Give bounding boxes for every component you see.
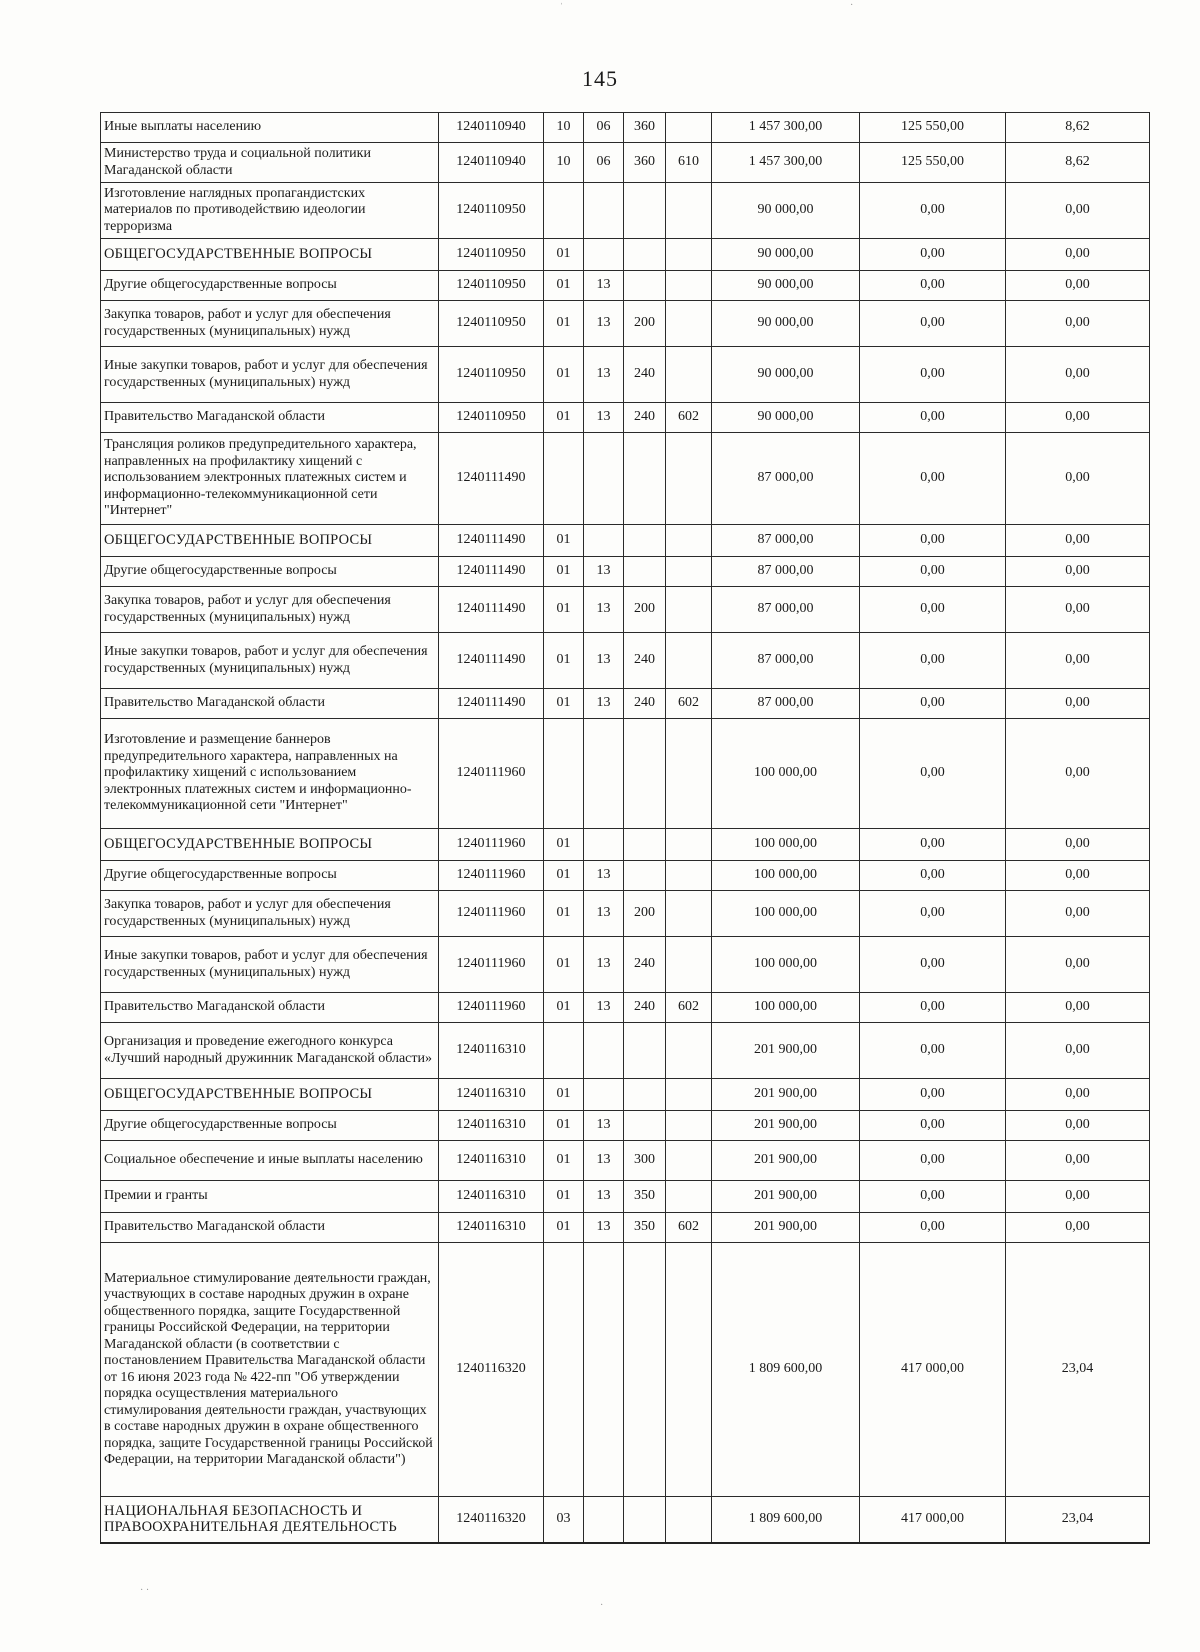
row-name: Другие общегосударственные вопросы xyxy=(101,557,439,587)
administrator-code xyxy=(666,937,712,993)
administrator-code xyxy=(666,1243,712,1497)
row-name: ОБЩЕГОСУДАРСТВЕННЫЕ ВОПРОСЫ xyxy=(101,239,439,271)
table-row xyxy=(101,937,1150,993)
target-article-code: 1240111960 xyxy=(439,937,544,993)
target-article-code: 1240110950 xyxy=(439,271,544,301)
execution-percent: 0,00 xyxy=(1006,239,1150,271)
target-article-code: 1240116320 xyxy=(439,1243,544,1497)
row-name: НАЦИОНАЛЬНАЯ БЕЗОПАСНОСТЬ И ПРАВООХРАНИТЕЛЬНАЯ ДЕЯТЕЛЬНОСТЬ xyxy=(101,1497,439,1543)
row-name: Иные выплаты населению xyxy=(101,113,439,143)
expense-type-code xyxy=(624,1497,666,1543)
executed-amount: 417 000,00 xyxy=(860,1497,1006,1543)
target-article-code: 1240111960 xyxy=(439,891,544,937)
executed-amount: 0,00 xyxy=(860,829,1006,861)
expense-type-code: 200 xyxy=(624,587,666,633)
planned-amount: 1 457 300,00 xyxy=(712,113,860,143)
subsection-code xyxy=(584,719,624,829)
subsection-code: 13 xyxy=(584,633,624,689)
table-row xyxy=(101,587,1150,633)
executed-amount: 0,00 xyxy=(860,1079,1006,1111)
target-article-code: 1240111960 xyxy=(439,829,544,861)
target-article-code: 1240110950 xyxy=(439,239,544,271)
subsection-code xyxy=(584,1023,624,1079)
expense-type-code xyxy=(624,719,666,829)
executed-amount: 0,00 xyxy=(860,891,1006,937)
row-name: ОБЩЕГОСУДАРСТВЕННЫЕ ВОПРОСЫ xyxy=(101,1079,439,1111)
subsection-code xyxy=(584,1079,624,1111)
planned-amount: 90 000,00 xyxy=(712,347,860,403)
administrator-code: 610 xyxy=(666,143,712,183)
table-row xyxy=(101,829,1150,861)
table-row xyxy=(101,1213,1150,1243)
execution-percent: 0,00 xyxy=(1006,347,1150,403)
section-code: 01 xyxy=(544,557,584,587)
administrator-code xyxy=(666,301,712,347)
planned-amount: 201 900,00 xyxy=(712,1213,860,1243)
planned-amount: 87 000,00 xyxy=(712,433,860,525)
expense-type-code xyxy=(624,433,666,525)
planned-amount: 201 900,00 xyxy=(712,1023,860,1079)
executed-amount: 125 550,00 xyxy=(860,143,1006,183)
administrator-code: 602 xyxy=(666,1213,712,1243)
section-code: 01 xyxy=(544,1181,584,1213)
scan-artifact: · xyxy=(850,0,854,11)
target-article-code: 1240111490 xyxy=(439,633,544,689)
row-name: ОБЩЕГОСУДАРСТВЕННЫЕ ВОПРОСЫ xyxy=(101,525,439,557)
table-row xyxy=(101,113,1150,143)
administrator-code: 602 xyxy=(666,403,712,433)
expense-type-code: 240 xyxy=(624,993,666,1023)
table-row xyxy=(101,183,1150,239)
administrator-code xyxy=(666,557,712,587)
row-name: Другие общегосударственные вопросы xyxy=(101,271,439,301)
table-row xyxy=(101,143,1150,183)
table-row xyxy=(101,633,1150,689)
table-row xyxy=(101,433,1150,525)
administrator-code xyxy=(666,347,712,403)
row-name: Другие общегосударственные вопросы xyxy=(101,861,439,891)
subsection-code: 13 xyxy=(584,271,624,301)
subsection-code: 13 xyxy=(584,891,624,937)
subsection-code xyxy=(584,239,624,271)
table-row xyxy=(101,347,1150,403)
target-article-code: 1240111960 xyxy=(439,719,544,829)
target-article-code: 1240110950 xyxy=(439,183,544,239)
scan-artifact: · xyxy=(600,1600,604,1611)
administrator-code xyxy=(666,719,712,829)
executed-amount: 125 550,00 xyxy=(860,113,1006,143)
table-row xyxy=(101,557,1150,587)
execution-percent: 0,00 xyxy=(1006,719,1150,829)
section-code: 01 xyxy=(544,301,584,347)
section-code xyxy=(544,183,584,239)
subsection-code: 13 xyxy=(584,1181,624,1213)
planned-amount: 100 000,00 xyxy=(712,719,860,829)
administrator-code xyxy=(666,891,712,937)
executed-amount: 0,00 xyxy=(860,271,1006,301)
target-article-code: 1240110940 xyxy=(439,143,544,183)
planned-amount: 1 809 600,00 xyxy=(712,1243,860,1497)
planned-amount: 100 000,00 xyxy=(712,937,860,993)
target-article-code: 1240116310 xyxy=(439,1141,544,1181)
section-code: 01 xyxy=(544,271,584,301)
table-row xyxy=(101,1111,1150,1141)
planned-amount: 87 000,00 xyxy=(712,689,860,719)
section-code xyxy=(544,719,584,829)
section-code: 01 xyxy=(544,891,584,937)
table-row xyxy=(101,993,1150,1023)
execution-percent: 0,00 xyxy=(1006,557,1150,587)
planned-amount: 90 000,00 xyxy=(712,271,860,301)
administrator-code xyxy=(666,1111,712,1141)
expense-type-code: 360 xyxy=(624,143,666,183)
section-code xyxy=(544,1023,584,1079)
expense-type-code: 240 xyxy=(624,347,666,403)
section-code: 03 xyxy=(544,1497,584,1543)
section-code: 01 xyxy=(544,633,584,689)
executed-amount: 0,00 xyxy=(860,937,1006,993)
administrator-code xyxy=(666,183,712,239)
execution-percent: 0,00 xyxy=(1006,1079,1150,1111)
table-row xyxy=(101,271,1150,301)
expense-type-code: 200 xyxy=(624,301,666,347)
row-name: Закупка товаров, работ и услуг для обеспечения государственных (муниципальных) нужд xyxy=(101,891,439,937)
section-code: 01 xyxy=(544,347,584,403)
executed-amount: 417 000,00 xyxy=(860,1243,1006,1497)
expense-type-code xyxy=(624,1079,666,1111)
administrator-code xyxy=(666,1141,712,1181)
executed-amount: 0,00 xyxy=(860,633,1006,689)
section-code: 01 xyxy=(544,525,584,557)
subsection-code xyxy=(584,1243,624,1497)
planned-amount: 87 000,00 xyxy=(712,633,860,689)
executed-amount: 0,00 xyxy=(860,1213,1006,1243)
table-row xyxy=(101,689,1150,719)
execution-percent: 0,00 xyxy=(1006,271,1150,301)
administrator-code xyxy=(666,633,712,689)
row-name: Трансляция роликов предупредительного характера, направленных на профилактику хищений с использованием электронных платежных систем и информационно-телекоммуникационной сети "Интернет" xyxy=(101,433,439,525)
planned-amount: 100 000,00 xyxy=(712,891,860,937)
execution-percent: 0,00 xyxy=(1006,829,1150,861)
section-code: 01 xyxy=(544,829,584,861)
expense-type-code xyxy=(624,861,666,891)
table-row xyxy=(101,1079,1150,1111)
section-code: 01 xyxy=(544,1079,584,1111)
expense-type-code: 200 xyxy=(624,891,666,937)
executed-amount: 0,00 xyxy=(860,689,1006,719)
execution-percent: 23,04 xyxy=(1006,1243,1150,1497)
target-article-code: 1240110940 xyxy=(439,113,544,143)
execution-percent: 0,00 xyxy=(1006,993,1150,1023)
administrator-code xyxy=(666,1497,712,1543)
table-row xyxy=(101,403,1150,433)
executed-amount: 0,00 xyxy=(860,239,1006,271)
execution-percent: 0,00 xyxy=(1006,633,1150,689)
planned-amount: 1 809 600,00 xyxy=(712,1497,860,1543)
administrator-code xyxy=(666,1023,712,1079)
executed-amount: 0,00 xyxy=(860,719,1006,829)
administrator-code xyxy=(666,1079,712,1111)
subsection-code xyxy=(584,183,624,239)
section-code: 01 xyxy=(544,689,584,719)
subsection-code: 13 xyxy=(584,557,624,587)
row-name: Правительство Магаданской области xyxy=(101,689,439,719)
section-code xyxy=(544,1243,584,1497)
table-row xyxy=(101,891,1150,937)
target-article-code: 1240116310 xyxy=(439,1111,544,1141)
expense-type-code: 240 xyxy=(624,689,666,719)
row-name: Материальное стимулирование деятельности граждан, участвующих в составе народных дружин в охране общественного порядка, защите Государственной границы Российской Федерации, на территории Магаданской области (в соответствии с постановлением Правительства Магаданской области от 16 июня 2023 года № 422-пп "Об утверждении порядка осуществления материального стимулирования деятельности граждан, участвующих в составе народных дружин в охране общественного порядка, защите Государственной границы Российской Федерации, на территории Магаданской области") xyxy=(101,1243,439,1497)
administrator-code xyxy=(666,525,712,557)
execution-percent: 0,00 xyxy=(1006,1111,1150,1141)
execution-percent: 0,00 xyxy=(1006,587,1150,633)
executed-amount: 0,00 xyxy=(860,347,1006,403)
administrator-code xyxy=(666,1181,712,1213)
subsection-code: 06 xyxy=(584,143,624,183)
execution-percent: 0,00 xyxy=(1006,433,1150,525)
expense-type-code xyxy=(624,829,666,861)
planned-amount: 201 900,00 xyxy=(712,1079,860,1111)
section-code: 01 xyxy=(544,1141,584,1181)
execution-percent: 0,00 xyxy=(1006,861,1150,891)
subsection-code: 13 xyxy=(584,861,624,891)
scan-artifact: · · xyxy=(140,1585,150,1596)
row-name: Правительство Магаданской области xyxy=(101,993,439,1023)
row-name: Иные закупки товаров, работ и услуг для обеспечения государственных (муниципальных) нужд xyxy=(101,937,439,993)
execution-percent: 23,04 xyxy=(1006,1497,1150,1543)
scan-artifact: ˈ xyxy=(560,2,564,13)
planned-amount: 100 000,00 xyxy=(712,993,860,1023)
table-row xyxy=(101,1497,1150,1543)
target-article-code: 1240116320 xyxy=(439,1497,544,1543)
table-row xyxy=(101,719,1150,829)
target-article-code: 1240116310 xyxy=(439,1023,544,1079)
table-row xyxy=(101,1023,1150,1079)
execution-percent: 0,00 xyxy=(1006,1213,1150,1243)
section-code: 01 xyxy=(544,861,584,891)
expense-type-code xyxy=(624,183,666,239)
administrator-code xyxy=(666,587,712,633)
planned-amount: 100 000,00 xyxy=(712,861,860,891)
planned-amount: 90 000,00 xyxy=(712,301,860,347)
administrator-code xyxy=(666,829,712,861)
target-article-code: 1240111960 xyxy=(439,993,544,1023)
execution-percent: 8,62 xyxy=(1006,143,1150,183)
planned-amount: 90 000,00 xyxy=(712,403,860,433)
planned-amount: 90 000,00 xyxy=(712,183,860,239)
row-name: Изготовление наглядных пропагандистских материалов по противодействию идеологии терроризма xyxy=(101,183,439,239)
executed-amount: 0,00 xyxy=(860,1181,1006,1213)
row-name: ОБЩЕГОСУДАРСТВЕННЫЕ ВОПРОСЫ xyxy=(101,829,439,861)
table-row xyxy=(101,1181,1150,1213)
execution-percent: 0,00 xyxy=(1006,891,1150,937)
executed-amount: 0,00 xyxy=(860,993,1006,1023)
target-article-code: 1240111490 xyxy=(439,689,544,719)
planned-amount: 201 900,00 xyxy=(712,1141,860,1181)
section-code: 01 xyxy=(544,403,584,433)
subsection-code: 13 xyxy=(584,587,624,633)
row-name: Организация и проведение ежегодного конкурса «Лучший народный дружинник Магаданской области» xyxy=(101,1023,439,1079)
row-name: Министерство труда и социальной политики Магаданской области xyxy=(101,143,439,183)
execution-percent: 0,00 xyxy=(1006,525,1150,557)
row-name: Изготовление и размещение баннеров предупредительного характера, направленных на профилактику хищений с использованием электронных платежных систем и информационно-телекоммуникационной сети "Интернет" xyxy=(101,719,439,829)
subsection-code xyxy=(584,433,624,525)
page-number: 145 xyxy=(582,66,618,91)
target-article-code: 1240111960 xyxy=(439,861,544,891)
expense-type-code xyxy=(624,239,666,271)
executed-amount: 0,00 xyxy=(860,301,1006,347)
row-name: Закупка товаров, работ и услуг для обеспечения государственных (муниципальных) нужд xyxy=(101,587,439,633)
expense-type-code: 300 xyxy=(624,1141,666,1181)
execution-percent: 0,00 xyxy=(1006,403,1150,433)
row-name: Иные закупки товаров, работ и услуг для обеспечения государственных (муниципальных) нужд xyxy=(101,633,439,689)
expense-type-code: 240 xyxy=(624,937,666,993)
section-code: 01 xyxy=(544,587,584,633)
execution-percent: 0,00 xyxy=(1006,301,1150,347)
expense-type-code: 240 xyxy=(624,403,666,433)
row-name: Правительство Магаданской области xyxy=(101,1213,439,1243)
section-code: 01 xyxy=(544,937,584,993)
section-code: 10 xyxy=(544,113,584,143)
expense-type-code xyxy=(624,271,666,301)
planned-amount: 87 000,00 xyxy=(712,587,860,633)
subsection-code: 13 xyxy=(584,689,624,719)
target-article-code: 1240116310 xyxy=(439,1181,544,1213)
execution-percent: 0,00 xyxy=(1006,1181,1150,1213)
budget-table xyxy=(100,112,1150,1544)
executed-amount: 0,00 xyxy=(860,1023,1006,1079)
section-code: 01 xyxy=(544,239,584,271)
section-code: 10 xyxy=(544,143,584,183)
administrator-code xyxy=(666,271,712,301)
executed-amount: 0,00 xyxy=(860,1141,1006,1181)
expense-type-code: 240 xyxy=(624,633,666,689)
table-row xyxy=(101,239,1150,271)
planned-amount: 201 900,00 xyxy=(712,1111,860,1141)
execution-percent: 0,00 xyxy=(1006,1141,1150,1181)
section-code: 01 xyxy=(544,1111,584,1141)
row-name: Правительство Магаданской области xyxy=(101,403,439,433)
administrator-code xyxy=(666,861,712,891)
executed-amount: 0,00 xyxy=(860,557,1006,587)
target-article-code: 1240111490 xyxy=(439,433,544,525)
subsection-code xyxy=(584,1497,624,1543)
expense-type-code xyxy=(624,557,666,587)
execution-percent: 0,00 xyxy=(1006,689,1150,719)
administrator-code xyxy=(666,433,712,525)
target-article-code: 1240110950 xyxy=(439,301,544,347)
execution-percent: 0,00 xyxy=(1006,183,1150,239)
row-name: Закупка товаров, работ и услуг для обеспечения государственных (муниципальных) нужд xyxy=(101,301,439,347)
target-article-code: 1240111490 xyxy=(439,525,544,557)
execution-percent: 8,62 xyxy=(1006,113,1150,143)
expense-type-code: 350 xyxy=(624,1213,666,1243)
expense-type-code xyxy=(624,525,666,557)
target-article-code: 1240111490 xyxy=(439,557,544,587)
row-name: Другие общегосударственные вопросы xyxy=(101,1111,439,1141)
expense-type-code: 360 xyxy=(624,113,666,143)
executed-amount: 0,00 xyxy=(860,1111,1006,1141)
table-row xyxy=(101,301,1150,347)
table-row xyxy=(101,1243,1150,1497)
planned-amount: 90 000,00 xyxy=(712,239,860,271)
target-article-code: 1240111490 xyxy=(439,587,544,633)
subsection-code: 13 xyxy=(584,993,624,1023)
subsection-code: 13 xyxy=(584,1111,624,1141)
executed-amount: 0,00 xyxy=(860,525,1006,557)
row-name: Социальное обеспечение и иные выплаты населению xyxy=(101,1141,439,1181)
table-row xyxy=(101,1141,1150,1181)
expense-type-code xyxy=(624,1023,666,1079)
row-name: Премии и гранты xyxy=(101,1181,439,1213)
planned-amount: 87 000,00 xyxy=(712,557,860,587)
execution-percent: 0,00 xyxy=(1006,937,1150,993)
subsection-code xyxy=(584,829,624,861)
section-code xyxy=(544,433,584,525)
administrator-code: 602 xyxy=(666,689,712,719)
subsection-code: 13 xyxy=(584,1141,624,1181)
target-article-code: 1240110950 xyxy=(439,347,544,403)
executed-amount: 0,00 xyxy=(860,433,1006,525)
planned-amount: 1 457 300,00 xyxy=(712,143,860,183)
executed-amount: 0,00 xyxy=(860,861,1006,891)
target-article-code: 1240116310 xyxy=(439,1213,544,1243)
subsection-code: 13 xyxy=(584,403,624,433)
row-name: Иные закупки товаров, работ и услуг для обеспечения государственных (муниципальных) нужд xyxy=(101,347,439,403)
subsection-code: 06 xyxy=(584,113,624,143)
section-code: 01 xyxy=(544,1213,584,1243)
administrator-code: 602 xyxy=(666,993,712,1023)
execution-percent: 0,00 xyxy=(1006,1023,1150,1079)
executed-amount: 0,00 xyxy=(860,403,1006,433)
executed-amount: 0,00 xyxy=(860,587,1006,633)
expense-type-code xyxy=(624,1111,666,1141)
subsection-code: 13 xyxy=(584,301,624,347)
administrator-code xyxy=(666,113,712,143)
expense-type-code: 350 xyxy=(624,1181,666,1213)
subsection-code: 13 xyxy=(584,347,624,403)
planned-amount: 100 000,00 xyxy=(712,829,860,861)
executed-amount: 0,00 xyxy=(860,183,1006,239)
planned-amount: 87 000,00 xyxy=(712,525,860,557)
target-article-code: 1240110950 xyxy=(439,403,544,433)
planned-amount: 201 900,00 xyxy=(712,1181,860,1213)
administrator-code xyxy=(666,239,712,271)
subsection-code: 13 xyxy=(584,937,624,993)
expense-type-code xyxy=(624,1243,666,1497)
table-row xyxy=(101,525,1150,557)
table-row xyxy=(101,861,1150,891)
section-code: 01 xyxy=(544,993,584,1023)
target-article-code: 1240116310 xyxy=(439,1079,544,1111)
subsection-code: 13 xyxy=(584,1213,624,1243)
subsection-code xyxy=(584,525,624,557)
